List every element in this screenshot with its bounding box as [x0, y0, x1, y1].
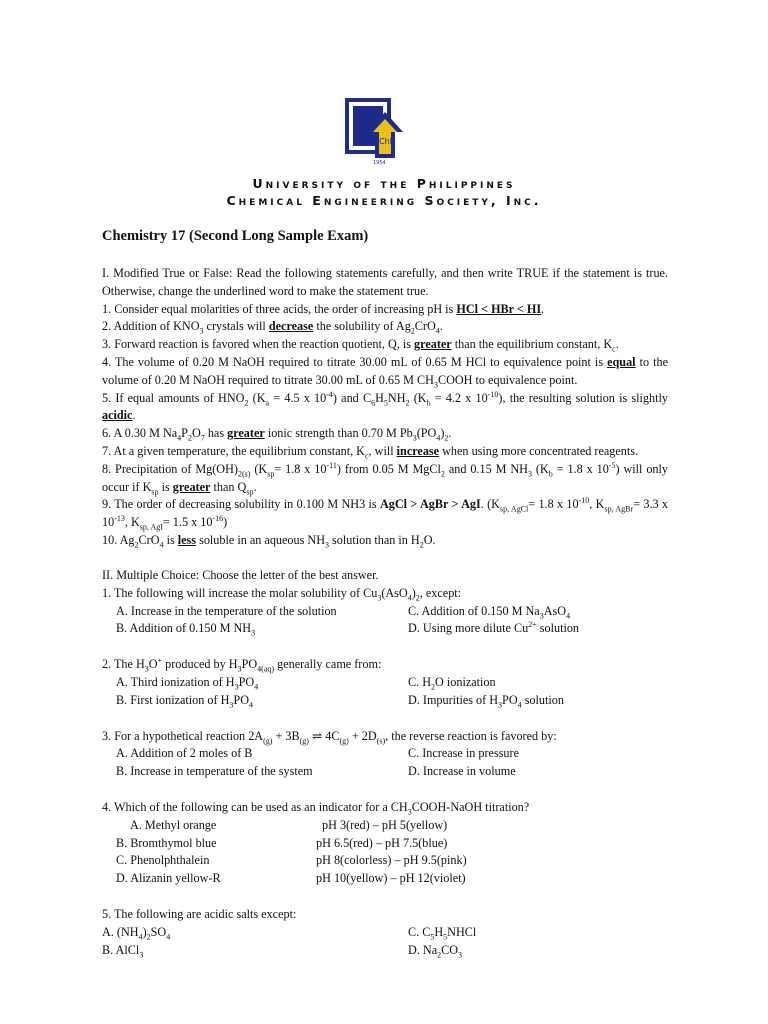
- mc-q2-option-a[interactable]: A. Third ionization of $H_3PO_4$: [116, 674, 259, 692]
- mc-q3-option-d[interactable]: D. Increase in volume: [408, 764, 516, 779]
- mc-q1-option-c[interactable]: C. Addition of 0.150 M $Na_3AsO_4$: [408, 603, 571, 621]
- logo-year: 1954: [373, 160, 386, 166]
- mc-q4-option-c[interactable]: C. Phenolphthalein pH 8(colorless) – pH 9.5(pink): [116, 853, 467, 868]
- tf-item-6: 6. A 0.30 M $Na_4P_2O_7$ has greater ionic strength than 0.70 M $Pb_3(PO_4)_2$.: [102, 426, 452, 443]
- mc-q5-stem: 5. The following are acidic salts except:: [102, 906, 297, 921]
- mc-q1-option-b[interactable]: B. Addition of 0.150 M $NH_3$: [116, 621, 256, 638]
- tf-item-5: 5. If equal amounts of $HNO_2$ ($K_a = 4.5$ x $10^{-4}$) and $C_6H_5NH_2$ ($K_b = 4.2$ x $10^{-10}$), the resulting solution is slightly acidic.: [102, 389, 668, 423]
- exam-title: Chemistry 17 (Second Long Sample Exam): [102, 228, 369, 244]
- mc-q5-option-b[interactable]: B. AlCl$_3$: [102, 942, 144, 959]
- tf-item-3: 3. Forward reaction is favored when the reaction quotient, Q, is greater than the equilibrium constant, $K_c$.: [102, 337, 619, 354]
- tf-item-4: 4. The volume of 0.20 M NaOH required to titrate 30.00 mL of 0.65 M HCl to equivalence point is equal to the volume of 0.20 M NaOH required to titrate 30.00 mL of 0.65 M $CH_3COOH$ to equivalence point.: [102, 354, 668, 390]
- org-name-line2: Chemical Engineering Society, Inc.: [226, 193, 542, 208]
- mc-q3-option-b[interactable]: B. Increase in temperature of the system: [116, 764, 313, 779]
- part2-instructions: II. Multiple Choice: Choose the letter of the best answer.: [102, 568, 379, 582]
- mc-q4-stem: 4. Which of the following can be used as an indicator for a $CH_3COOH$-NaOH titration?: [102, 799, 530, 817]
- mc-q1-stem: 1. The following will increase the molar solubility of $Cu_3(AsO_4)_2$, except:: [102, 585, 462, 603]
- org-name-line1: University of the Philippines: [252, 176, 516, 191]
- mc-q4-option-d[interactable]: D. Alizanin yellow-R pH 10(yellow) – pH 12(violet): [116, 871, 466, 886]
- mc-q2-option-c[interactable]: C. $H_2O$ ionization: [408, 674, 496, 692]
- mc-q1-row1: [102, 603, 668, 621]
- tf-item-10: 10. $Ag_2CrO_4$ is less soluble in an aqueous $NH_3$ solution than in $H_2O$.: [102, 532, 436, 550]
- part1-section: [102, 265, 668, 550]
- mc-q2-stem: 2. The $H_3O^+$ produced by $H_3PO_{4(aq)}$ generally came from:: [102, 656, 382, 674]
- mc-q2-option-d[interactable]: D. Impurities of $H_3PO_4$ solution: [408, 692, 564, 710]
- mc-q3-option-c[interactable]: C. Increase in pressure: [408, 746, 519, 761]
- mc-q5-option-d[interactable]: D. $Na_2CO_3$: [408, 942, 463, 959]
- mc-q3-stem: 3. For a hypothetical reaction $2A_{(g)} + 3B_{(g)}$ ⇌ $4C_{(g)} + 2D_{(s)}$, the reverse reaction is favored by:: [102, 728, 557, 746]
- part2-section: [102, 567, 668, 959]
- logo-label: ChE: [379, 137, 395, 146]
- mc-q2-option-b[interactable]: B. First ionization of $H_3PO_4$: [116, 692, 254, 710]
- tf-item-7: 7. At a given temperature, the equilibrium constant, $K_c$, will increase when using more concentrated reagents.: [102, 443, 639, 461]
- tf-item-2: 2. Addition of $KNO_3$ crystals will decrease the solubility of $Ag_2CrO_4$.: [102, 319, 443, 336]
- mc-q5-option-c[interactable]: C. $C_5H_5NHCl$: [408, 924, 477, 942]
- mc-q1-option-d[interactable]: D. Using more dilute $Cu^{2+}$ solution: [408, 620, 580, 636]
- part1-instructions: I. Modified True or False: Read the following statements carefully, and then write TRUE if the statement is true. Otherwise, change the underlined word to make the statement true.: [102, 266, 668, 298]
- mc-q5-option-a[interactable]: A. $(NH_4)_2SO_4$: [102, 924, 171, 942]
- mc-q4-option-b[interactable]: B. Bromthymol blue pH 6.5(red) – pH 7.5(blue): [116, 835, 448, 850]
- tf-item-8: 8. Precipitation of $Mg(OH)_{2(s)}$ ($K_{sp}= 1.8$ x $10^{-11}$) from 0.05 M MgCl$_2$ and 0.15 M $NH_3$ ($K_b = 1.8$ x $10^{-5}$) will only occur if $K_{sp}$ is greater than $Q_{sp}$.: [102, 460, 668, 496]
- tf-item-9: 9. The order of decreasing solubility in 0.100 M NH3 is AgCl > AgBr > AgI. ($K_{sp, AgCl}= 1.8$ x $10^{-10}$, $K_{sp, AgBr}= 3.3$ x $10^{-13}$, $K_{sp, AgI}= 1.5$ x $10^{-16}$): [102, 496, 669, 532]
- mc-q1-option-a[interactable]: A. Increase in the temperature of the solution: [116, 603, 337, 618]
- mc-q3-option-a[interactable]: A. Addition of 2 moles of B: [116, 746, 253, 761]
- mc-q1-row2: [102, 620, 668, 638]
- tf-item-1: 1. Consider equal molarities of three acids, the order of increasing pH is HCl < HBr < HI.: [102, 301, 545, 316]
- society-logo: [337, 92, 427, 172]
- mc-q4-option-a[interactable]: A. Methyl orange pH 3(red) – pH 5(yellow): [130, 817, 448, 832]
